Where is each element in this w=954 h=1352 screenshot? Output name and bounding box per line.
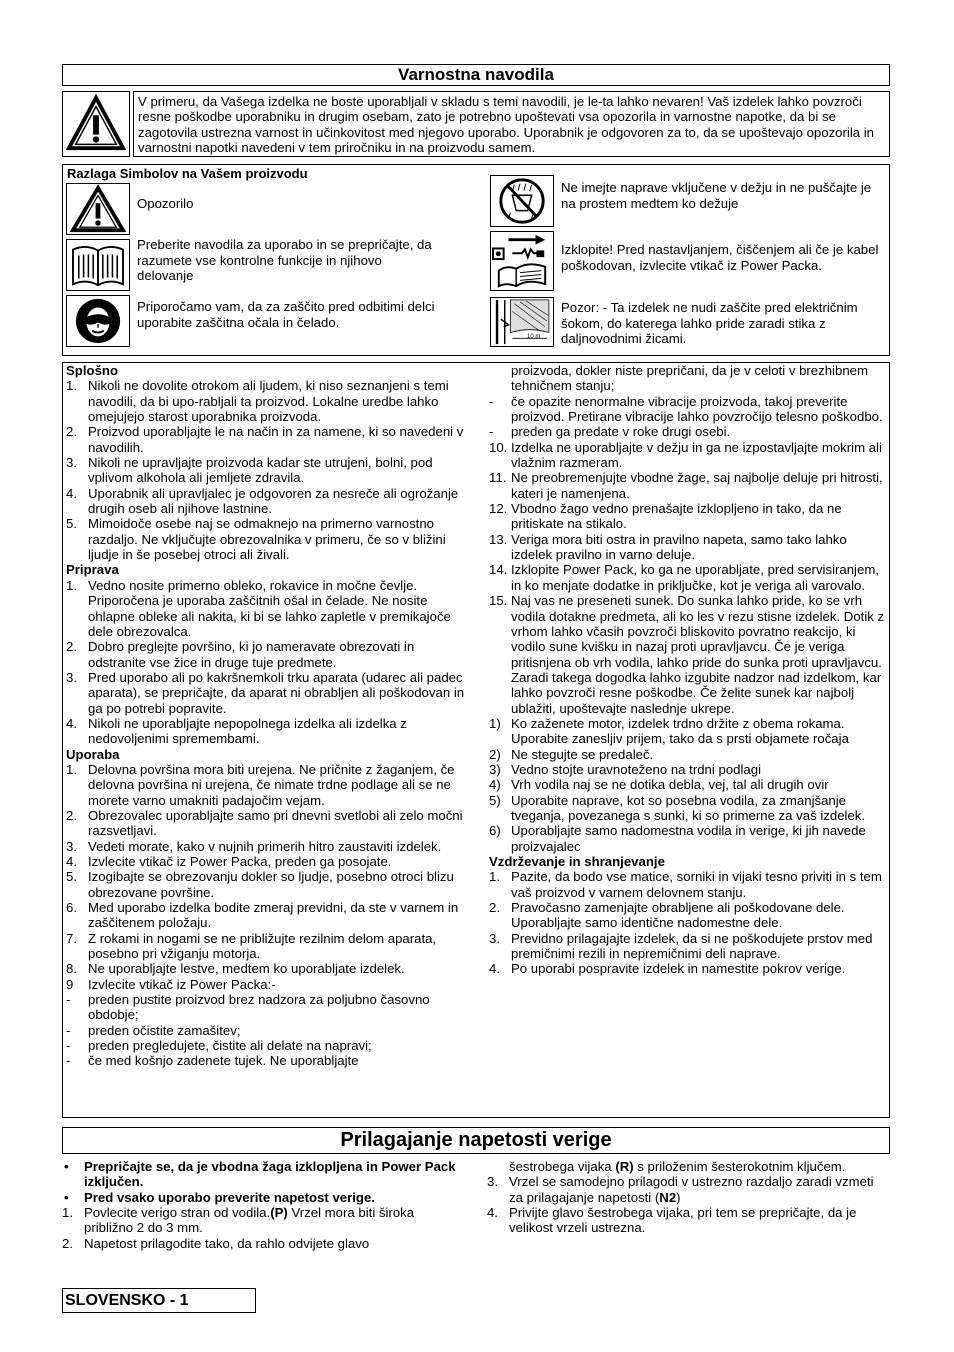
list-item: 1. Nikoli ne dovolite otrokom ali ljudem, ki niso seznanjeni s temi navodili, da bi upo-rabljali ta proizvod. Lokalne uredbe lahko omejujejo starost uporabnika proizvoda. [66, 378, 449, 425]
section-heading-maintenance: Vzdrževanje in shranjevanje [489, 854, 665, 869]
list-item: 1. Pazite, da bodo vse matice, sorniki in vijaki tesno priviti in s tem vaš proizvod v varnem delovnem stanju. [489, 869, 882, 900]
symbol-warning-text: Opozorilo [137, 196, 194, 211]
tension-right-column [487, 1159, 882, 1236]
list-item: proizvoda, dokler niste prepričani, da je v celoti v brezhibnem tehničnem stanju; [511, 363, 868, 394]
power-line-icon [490, 297, 554, 347]
list-item: 2) Ne stegujte se predaleč. [489, 746, 654, 762]
section-heading-operation: Uporaba [66, 746, 120, 762]
list-item: • Pred vsako uporabo preverite napetost verige. [64, 1189, 375, 1205]
list-item: 2. Proizvod uporabljajte le na način in za namene, ki so navedeni v navodilih. [66, 424, 464, 455]
list-item: 1. Delovna površina mora biti urejena. Ne pričnite z žaganjem, če delovna površina ni urejena, če nimate trdne podlage ali se ne morete varno umakniti padajočim vejam. [66, 761, 455, 808]
symbol-goggles-text: Priporočamo vam, da za zaščito pred odbitimi delci uporabite zaščitna očala in čelado. [137, 299, 435, 330]
list-item: 3. Previdno prilagajajte izdelek, da si ne poškodujete prstov med premičnimi rezili in nepremičnimi deli naprave. [489, 930, 873, 962]
list-item: 12. Vbodno žago vedno prenašajte izklopljeno in tako, da ne pritiskate na stikalo. [489, 501, 842, 532]
list-item: 2. Obrezovalec uporabljajte samo pri dnevni svetlobi ali zelo močni razsvetljavi. [66, 807, 463, 839]
list-item: 10. Izdelka ne uporabljajte v dežju in ga ne izpostavljajte mokrim ali vlažnim razmeram. [489, 439, 882, 471]
list-item: 3. Vrzel se samodejno prilagodi v ustrezno razdaljo zaradi vzmeti za prilagajanje napetosti (N2) [487, 1174, 874, 1205]
right-column [489, 363, 887, 977]
list-item: 2. Napetost prilagodite tako, da rahlo odvijete glavo [62, 1235, 370, 1251]
list-item: 2. Pravočasno zamenjajte obrabljene ali poškodovane dele. Uporabljajte samo identične nadomestne dele. [489, 900, 845, 931]
safety-warning-box [133, 91, 890, 157]
safety-warning-text: V primeru, da Vašega izdelka ne boste uporabljali v skladu s temi navodili, je le-ta lahko nevaren! Vaš izdelek lahko povzroči resne poškodbe uporabniku in drugim osebam, zato je potrebno upoštevati vsa opozorila in varnostne napotke, da bi se zagotovila ustrezna varnost in učinkovitost med njegovo uporabo. Uporabnik je odgovoren za to, da se upoštevajo opozorila in varnostni napotki navedeni v tem priročniku in na proizvodu samem. [138, 94, 875, 155]
list-item: 1. Vedno nosite primerno obleko, rokavice in močne čevlje. Priporočena je uporaba zaščitnih ošal in čelade. Ne nosite ohlapne obleke ali nakita, ki bi se lahko zapletle v premikajoče dele obrezovalca. [66, 577, 451, 639]
list-item: 3. Pred uporabo ali po kakršnemkoli trku aparata (udarec ali padec aparata), se prepričajte, da aparat ni obrabljen ali poškodovan in ga po potrebi popravite. [66, 669, 465, 716]
list-item: 4. Nikoli ne uporabljajte nepopolnega izdelka ali izdelka z nedovoljenimi spremembami. [66, 715, 407, 747]
unplug-icon [490, 231, 554, 291]
list-item: 3) Vedno stojte uravnoteženo na trdni podlagi [489, 761, 762, 777]
list-item: 4. Uporabnik ali upravljalec je odgovoren za nesreče ali ogrožanje drugih oseb ali njihove lastnine. [66, 485, 459, 517]
list-item: 7. Z rokami in nogami se ne približujte rezilnim delom aparata, posebno pri vžiganju motorja. [66, 930, 437, 962]
list-item: 1. Povlecite verigo stran od vodila.(P) Vrzel mora biti široka približno 2 do 3 mm. [62, 1205, 415, 1236]
list-item: - preden ga predate v roke drugi osebi. [489, 424, 731, 440]
safety-goggles-icon [66, 295, 130, 347]
warning-triangle-icon [66, 183, 130, 235]
section-heading-general: Splošno [66, 363, 119, 378]
list-item: • Prepričajte se, da je vbodna žaga izklopljena in Power Pack izključen. [64, 1159, 456, 1190]
symbol-unplug-text: Izklopite! Pred nastavljanjem, čiščenjem ali če je kabel poškodovan, izvlecite vtikač iz Power Packa. [561, 242, 879, 273]
list-item: 4. Izvlecite vtikač iz Power Packa, preden ga posojate. [66, 854, 392, 869]
list-item: - preden pustite proizvod brez nadzora za poljubno časovno obdobje; [66, 992, 430, 1023]
list-item: 8. Ne uporabljajte lestve, medtem ko uporabljate izdelek. [66, 961, 405, 977]
footer-language-label: SLOVENSKO - 1 [62, 1288, 256, 1313]
list-item: 4) Vrh vodila naj se ne dotika debla, vej, tal ali drugih ovir [489, 777, 829, 793]
tension-left-column [62, 1159, 462, 1251]
read-manual-icon [66, 239, 130, 291]
list-item: 1) Ko zaženete motor, izdelek trdno držite z obema rokama. Uporabite zanesljiv prijem, tako da s prsti objamete ročaja [489, 715, 849, 747]
list-item: 4. Po uporabi pospravite izdelek in namestite pokrov verige. [489, 961, 846, 977]
list-item: 6. Med uporabo izdelka bodite zmeraj previdni, da ste v varnem in zaščitenem položaju. [66, 900, 459, 931]
list-item: 5. Izogibajte se obrezovanju dokler so ljudje, posebno otroci blizu obrezovane površine. [66, 869, 454, 900]
list-item: 2. Dobro preglejte površino, ki jo nameravate obrezovati in odstranite vse žice in druge tuje predmete. [66, 639, 415, 670]
list-item: 11. Ne preobremenjujte vbodne žage, saj najbolje deluje pri hitrosti, kateri je namenjena. [489, 470, 883, 501]
list-item: šestrobega vijaka (R) s priloženim šesterokotnim ključem. [509, 1159, 846, 1174]
list-item: 4. Privijte glavo šestrobega vijaka, pri tem se prepričajte, da je velikost vrzeli ustrezna. [487, 1205, 857, 1236]
warning-triangle-icon [62, 91, 130, 157]
list-item: - preden pregledujete, čistite ali delate na napravi; [66, 1038, 372, 1054]
symbol-rain-text: Ne imejte naprave vključene v dežju in ne puščajte je na prostem medtem ko dežuje [561, 180, 872, 211]
list-item: 3. Nikoli ne upravljajte proizvoda kadar ste utrujeni, bolni, pod vplivom alkohola ali jemljete zdravila. [66, 455, 433, 486]
list-item: 14. Izklopite Power Pack, ko ga ne uporabljate, pred servisiranjem, in ko menjate dodatke in priključke, kot je veriga ali varovalo. [489, 562, 879, 593]
safety-title: Varnostna navodila [62, 64, 890, 86]
list-item: 3. Vedeti morate, kako v nujnih primerih hitro zaustaviti izdelek. [66, 838, 442, 854]
list-item: 15. Naj vas ne preseneti sunek. Do sunka lahko pride, ko se vrh vodila dotakne predmeta, ali ko les v rezu stisne izdelek. Dotik z vrhom lahko včasih povzroči bliskovito povratno reakcijo, ki vodilo sune kvišku in nazaj proti upravljavcu. Če je veriga pritisnjena ob vrh vodila, lahko pride do sunka proti upravljavcu. Zaradi takega dogodka lahko izgubite nadzor nad izdelkom, kar lahko povzroči resne poškodbe. Če želite sunek kar najbolj ublažiti, upoštevajte naslednje ukrepe. [489, 593, 885, 716]
list-item: - če opazite nenormalne vibracije proizvoda, takoj preverite proizvod. Pretirane vibracije lahko povzročijo telesno poškodbo. [489, 393, 883, 425]
list-item: 6) Uporabljajte samo nadomestna vodila in verige, ki jih navede proizvajalec [489, 823, 866, 854]
left-column [66, 363, 465, 1069]
section-heading-preparation: Priprava [66, 562, 119, 578]
distance-label: 10 m [527, 334, 541, 340]
no-rain-icon [490, 175, 554, 227]
symbol-read-manual-text: Preberite navodila za uporabo in se prepričajte, da razumete vse kontrolne funkcije in njihovo delovanje [137, 237, 432, 284]
symbol-shock-text: Pozor: - Ta izdelek ne nudi zaščite pred električnim šokom, do katerega lahko pride zaradi stika z daljnovodnimi žicami. [561, 300, 858, 347]
list-item: 5. Mimoidoče osebe naj se odmaknejo na primerno varnostno razdaljo. Ne vključujte obrezovalnika v primeru, če so v bližini ljudje in še posebej otroci ali živali. [66, 516, 446, 563]
list-item: - preden očistite zamašitev; [66, 1022, 241, 1038]
list-item: 9 Izvlecite vtikač iz Power Packa:- [66, 976, 276, 992]
list-item: - če med košnjo zadenete tujek. Ne uporabljajte [66, 1053, 359, 1069]
symbols-heading: Razlaga Simbolov na Vašem proizvodu [67, 166, 308, 181]
list-item: 5) Uporabite naprave, kot so posebna vodila, za zmanjšanje tveganja, povezanega s sunki, ki so primerne za vaš izdelek. [489, 792, 866, 823]
chain-tension-title: Prilagajanje napetosti verige [62, 1127, 890, 1154]
list-item: 13. Veriga mora biti ostra in pravilno napeta, samo tako lahko izdelek pravilno in varno deluje. [489, 531, 847, 563]
